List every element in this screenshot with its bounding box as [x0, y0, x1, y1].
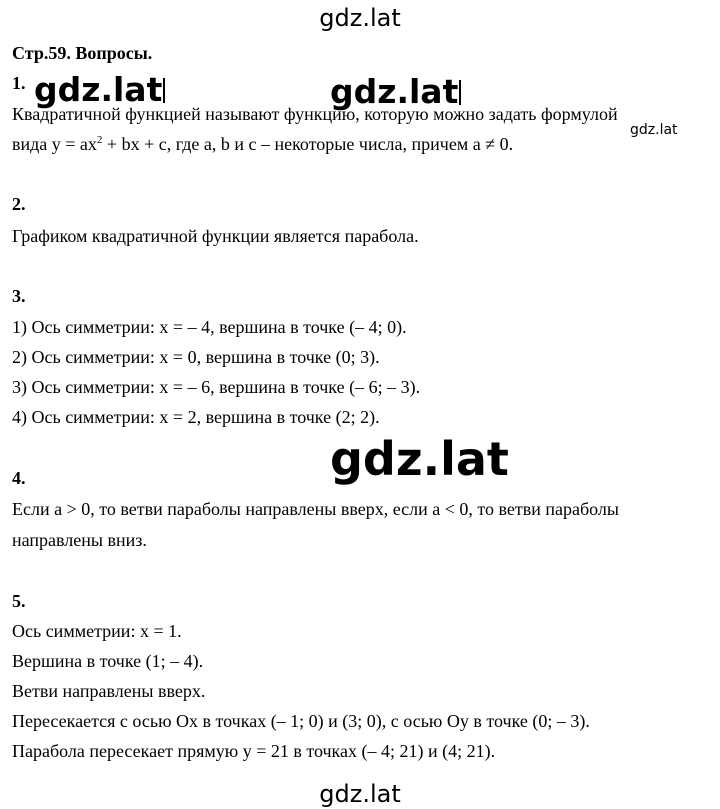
- formula-exponent: 2: [96, 134, 103, 146]
- question-2-number: 2.: [12, 194, 26, 214]
- question-3-item: 2) Ось симметрии: x = 0, вершина в точке (0; 3).: [12, 347, 380, 367]
- question-3-number: 3.: [12, 286, 26, 306]
- watermark-inline-b-text: gdz.lat: [330, 72, 459, 111]
- page-header: Стр.59. Вопросы.: [12, 43, 153, 63]
- question-3-item: 1) Ось симметрии: x = – 4, вершина в точке (– 4; 0).: [12, 317, 407, 337]
- watermark-bar: [163, 78, 165, 103]
- question-1-answer-line-2: [12, 133, 513, 155]
- question-2-answer: Графиком квадратичной функции является парабола.: [12, 226, 419, 246]
- watermark-bottom: gdz.lat: [319, 780, 401, 808]
- question-4-answer-line-1: Если a > 0, то ветви параболы направлены вверх, если a < 0, то ветви параболы: [12, 499, 620, 519]
- question-4-number: 4.: [12, 468, 26, 488]
- watermark-big: gdz.lat: [330, 432, 509, 486]
- question-5-item: Парабола пересекает прямую y = 21 в точках (– 4; 21) и (4; 21).: [12, 741, 496, 761]
- watermark-top: gdz.lat: [319, 4, 401, 32]
- question-5-item: Пересекается с осью Ox в точках (– 1; 0) и (3; 0), с осью Oy в точке (0; – 3).: [12, 711, 590, 731]
- question-5-item: Ось симметрии: x = 1.: [12, 621, 182, 641]
- question-4-answer-line-2: направлены вниз.: [12, 530, 147, 550]
- formula-prefix: вида y = ax: [12, 134, 97, 154]
- watermark-small: gdz.lat: [630, 122, 678, 138]
- question-1-answer-line-1: Квадратичной функцией называют функцию, которую можно задать формулой: [12, 104, 618, 124]
- question-5-number: 5.: [12, 591, 26, 611]
- watermark-bar: [459, 80, 461, 105]
- question-3-item: 3) Ось симметрии: x = – 6, вершина в точке (– 6; – 3).: [12, 377, 421, 397]
- formula-suffix: + bx + c, где a, b и c – некоторые числа, причем a ≠ 0.: [102, 134, 514, 154]
- question-5-item: Вершина в точке (1; – 4).: [12, 651, 204, 671]
- question-1-number: 1.: [12, 73, 26, 93]
- question-5-item: Ветви направлены вверх.: [12, 681, 206, 701]
- question-3-item: 4) Ось симметрии: x = 2, вершина в точке (2; 2).: [12, 407, 380, 427]
- watermark-inline-a-text: gdz.lat: [34, 70, 163, 109]
